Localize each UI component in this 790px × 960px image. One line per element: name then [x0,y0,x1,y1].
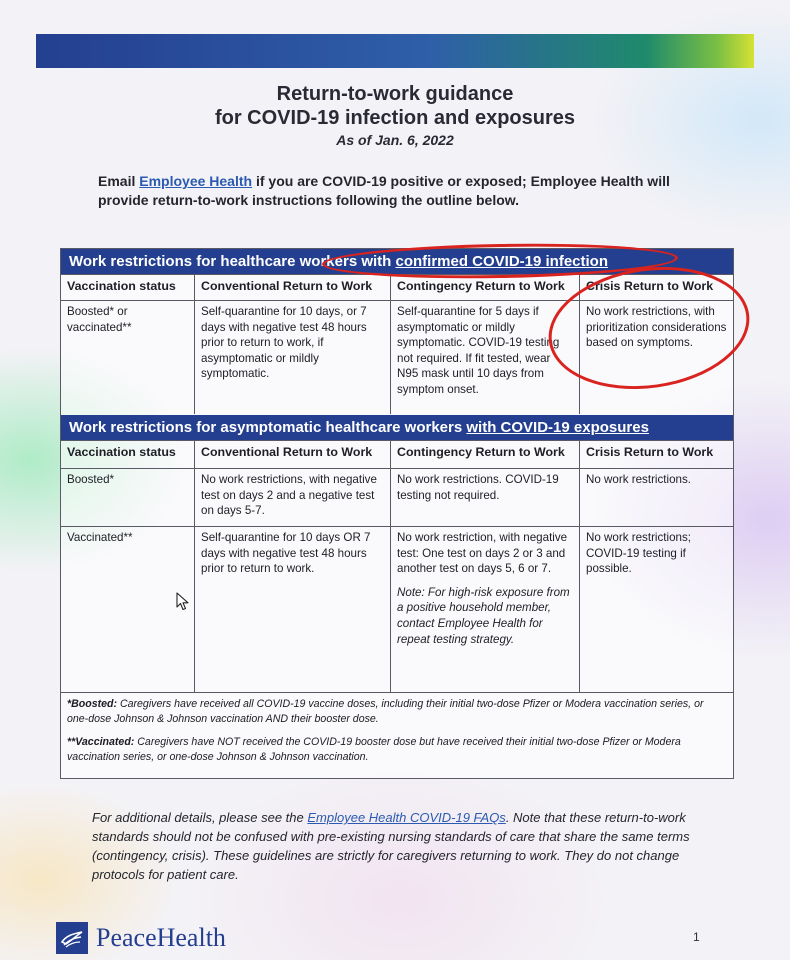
col-header-contingency: Contingency Return to Work [390,441,579,468]
email-suffix: if you are COVID-19 positive or exposed; Employee Health will provide return-to-work instructions following the outline below. [98,173,670,208]
col-header-conventional: Conventional Return to Work [194,441,390,468]
col-header-crisis: Crisis Return to Work [579,275,733,300]
table-row [61,468,733,526]
email-instructions [98,172,718,210]
logo-text: PeaceHealth [96,923,226,952]
section2-title: Work restrictions for asymptomatic healthcare workers [69,419,467,436]
page-title-line1: Return-to-work guidance [276,83,514,105]
high-risk-note: Note: For high-risk exposure from a positive household member, contact Employee Health for repeat testing strategy. [397,585,570,646]
faq-link[interactable]: Employee Health COVID-19 FAQs [307,810,506,825]
table-row [61,526,733,692]
vaccinated-text: Caregivers have NOT received the COVID-19 booster dose but have received their initial two-dose Pfizer or Modera vaccination series, or one-dose Johnson & Johnson vaccination. [67,736,681,763]
col-header-crisis: Crisis Return to Work [579,441,733,468]
additional-prefix: For additional details, please see the [92,810,308,825]
crisis-cell: No work restrictions, with prioritization considerations based on symptoms. [579,301,733,414]
title-block [0,82,790,148]
crisis-cell: No work restrictions. [579,469,733,526]
crisis-cell: No work restrictions; COVID-19 testing if possible. [579,527,733,692]
contingency-cell [390,527,579,692]
conventional-cell: Self-quarantine for 10 days, or 7 days with negative test 48 hours prior to return to work, if asymptomatic or mildly symptomatic. [194,301,390,414]
col-header-vaccination: Vaccination status [67,445,176,459]
section-header-exposures [61,415,733,440]
confirmed-infection-link[interactable]: confirmed COVID-19 infection [395,253,609,270]
col-header-conventional: Conventional Return to Work [194,275,390,300]
email-prefix: Email [98,173,140,189]
vaccination-status-cell: Vaccinated** [67,531,133,544]
col-header-vaccination: Vaccination status [67,279,176,293]
boosted-label: *Boosted: [67,698,118,710]
contingency-cell: Self-quarantine for 5 days if asymptomatic or mildly symptomatic. COVID-19 testing not required. If fit tested, wear N95 mask until 10 days from symptom onset. [390,301,579,414]
additional-details [92,808,712,884]
additional-suffix: . Note that these return-to-work standards should not be confused with pre-existing nursing standards of care that share the same terms (contingency, crisis). These guidelines are strictly for caregivers returning to work. They do not change protocols for patient care. [92,810,690,882]
page-title-line2: for COVID-19 infection and exposures [214,107,576,129]
column-header-row [61,440,733,468]
boosted-text: Caregivers have received all COVID-19 vaccine doses, including their initial two-dose Pfizer or Modera vaccination series, or one-dose Johnson & Johnson vaccination AND their booster dose. [67,698,704,725]
vaccination-status-cell: Boosted* [67,473,115,486]
page-number: 1 [693,930,700,944]
section1-title: Work restrictions for healthcare workers with [69,253,396,270]
document-date: As of Jan. 6, 2022 [336,132,454,148]
contingency-text: No work restriction, with negative test: One test on days 2 or 3 and another test on days 5, 6 or 7. [397,531,568,576]
footnotes [61,692,733,778]
exposures-link[interactable]: with COVID-19 exposures [466,419,649,436]
contingency-cell: No work restrictions. COVID-19 testing not required. [390,469,579,526]
peacehealth-dove-icon [56,922,88,954]
vaccinated-footnote [67,735,727,764]
peacehealth-logo [56,920,226,956]
conventional-cell: No work restrictions, with negative test on days 2 and a negative test on days 5-7. [194,469,390,526]
vaccination-status-cell: Boosted* or vaccinated** [67,305,132,334]
vaccinated-label: **Vaccinated: [67,736,135,748]
employee-health-link[interactable]: Employee Health [139,173,253,189]
mouse-cursor-icon [176,592,192,612]
boosted-footnote [67,697,727,726]
conventional-cell: Self-quarantine for 10 days OR 7 days with negative test 48 hours prior to return to work. [194,527,390,692]
top-color-banner [36,34,754,68]
col-header-contingency: Contingency Return to Work [390,275,579,300]
